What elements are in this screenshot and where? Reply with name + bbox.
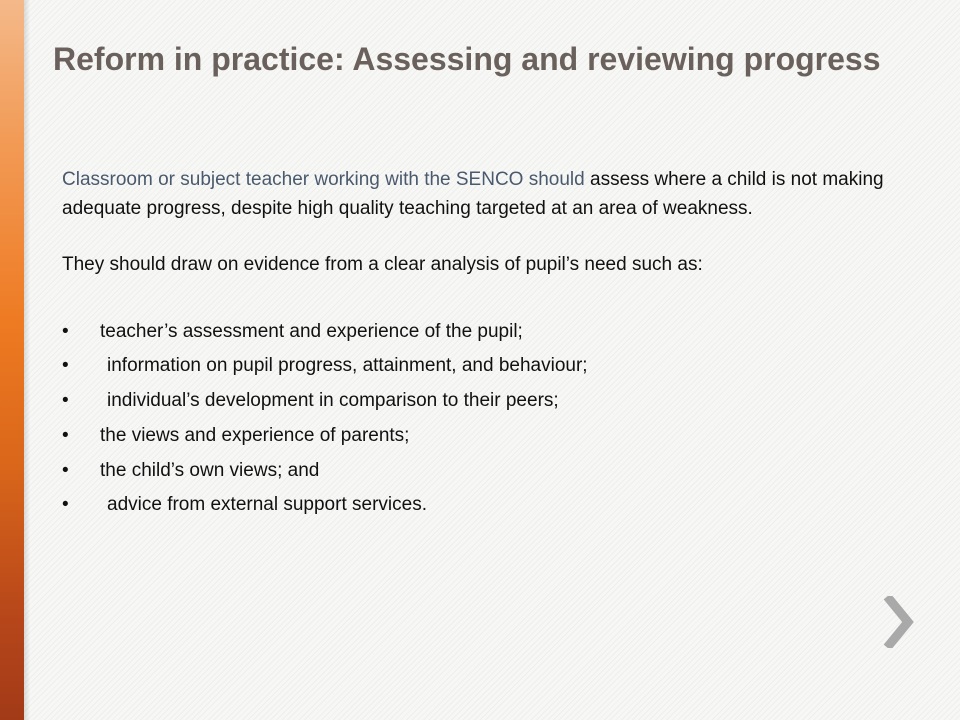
intro-text: assess where a child is not making adequate progress, despite high quality teaching targeted at an area of weakness. [62, 169, 884, 219]
evidence-list [62, 318, 912, 527]
bullet-icon: • [62, 320, 69, 342]
bullet-icon: • [62, 424, 69, 446]
list-item [62, 352, 912, 387]
intro-paragraph [62, 166, 912, 223]
chevron-right-icon [884, 596, 916, 648]
slide-body [62, 166, 912, 526]
list-item-text: teacher’s assessment and experience of the pupil; [100, 320, 523, 342]
bullet-icon: • [62, 390, 69, 412]
list-item-text: advice from external support services. [107, 494, 427, 516]
list-item [62, 318, 912, 353]
list-item-text: the child’s own views; and [100, 459, 320, 481]
list-item-text: individual’s development in comparison to their peers; [107, 390, 559, 412]
list-item-text: information on pupil progress, attainment, and behaviour; [107, 355, 588, 377]
intro-accent-text: Classroom or subject teacher working with the SENCO should [62, 169, 585, 190]
list-item [62, 387, 912, 422]
slide-title: Reform in practice: Assessing and reviewing progress [53, 41, 881, 77]
lead-paragraph: They should draw on evidence from a clear analysis of pupil’s need such as: [62, 254, 703, 275]
list-item [62, 422, 912, 457]
list-item [62, 457, 912, 492]
bullet-icon: • [62, 459, 69, 481]
bullet-icon: • [62, 355, 69, 377]
list-item-text: the views and experience of parents; [100, 424, 410, 446]
side-accent-bar [0, 0, 24, 720]
next-slide-button[interactable] [884, 596, 916, 648]
list-item [62, 491, 912, 526]
bullet-icon: • [62, 494, 69, 516]
